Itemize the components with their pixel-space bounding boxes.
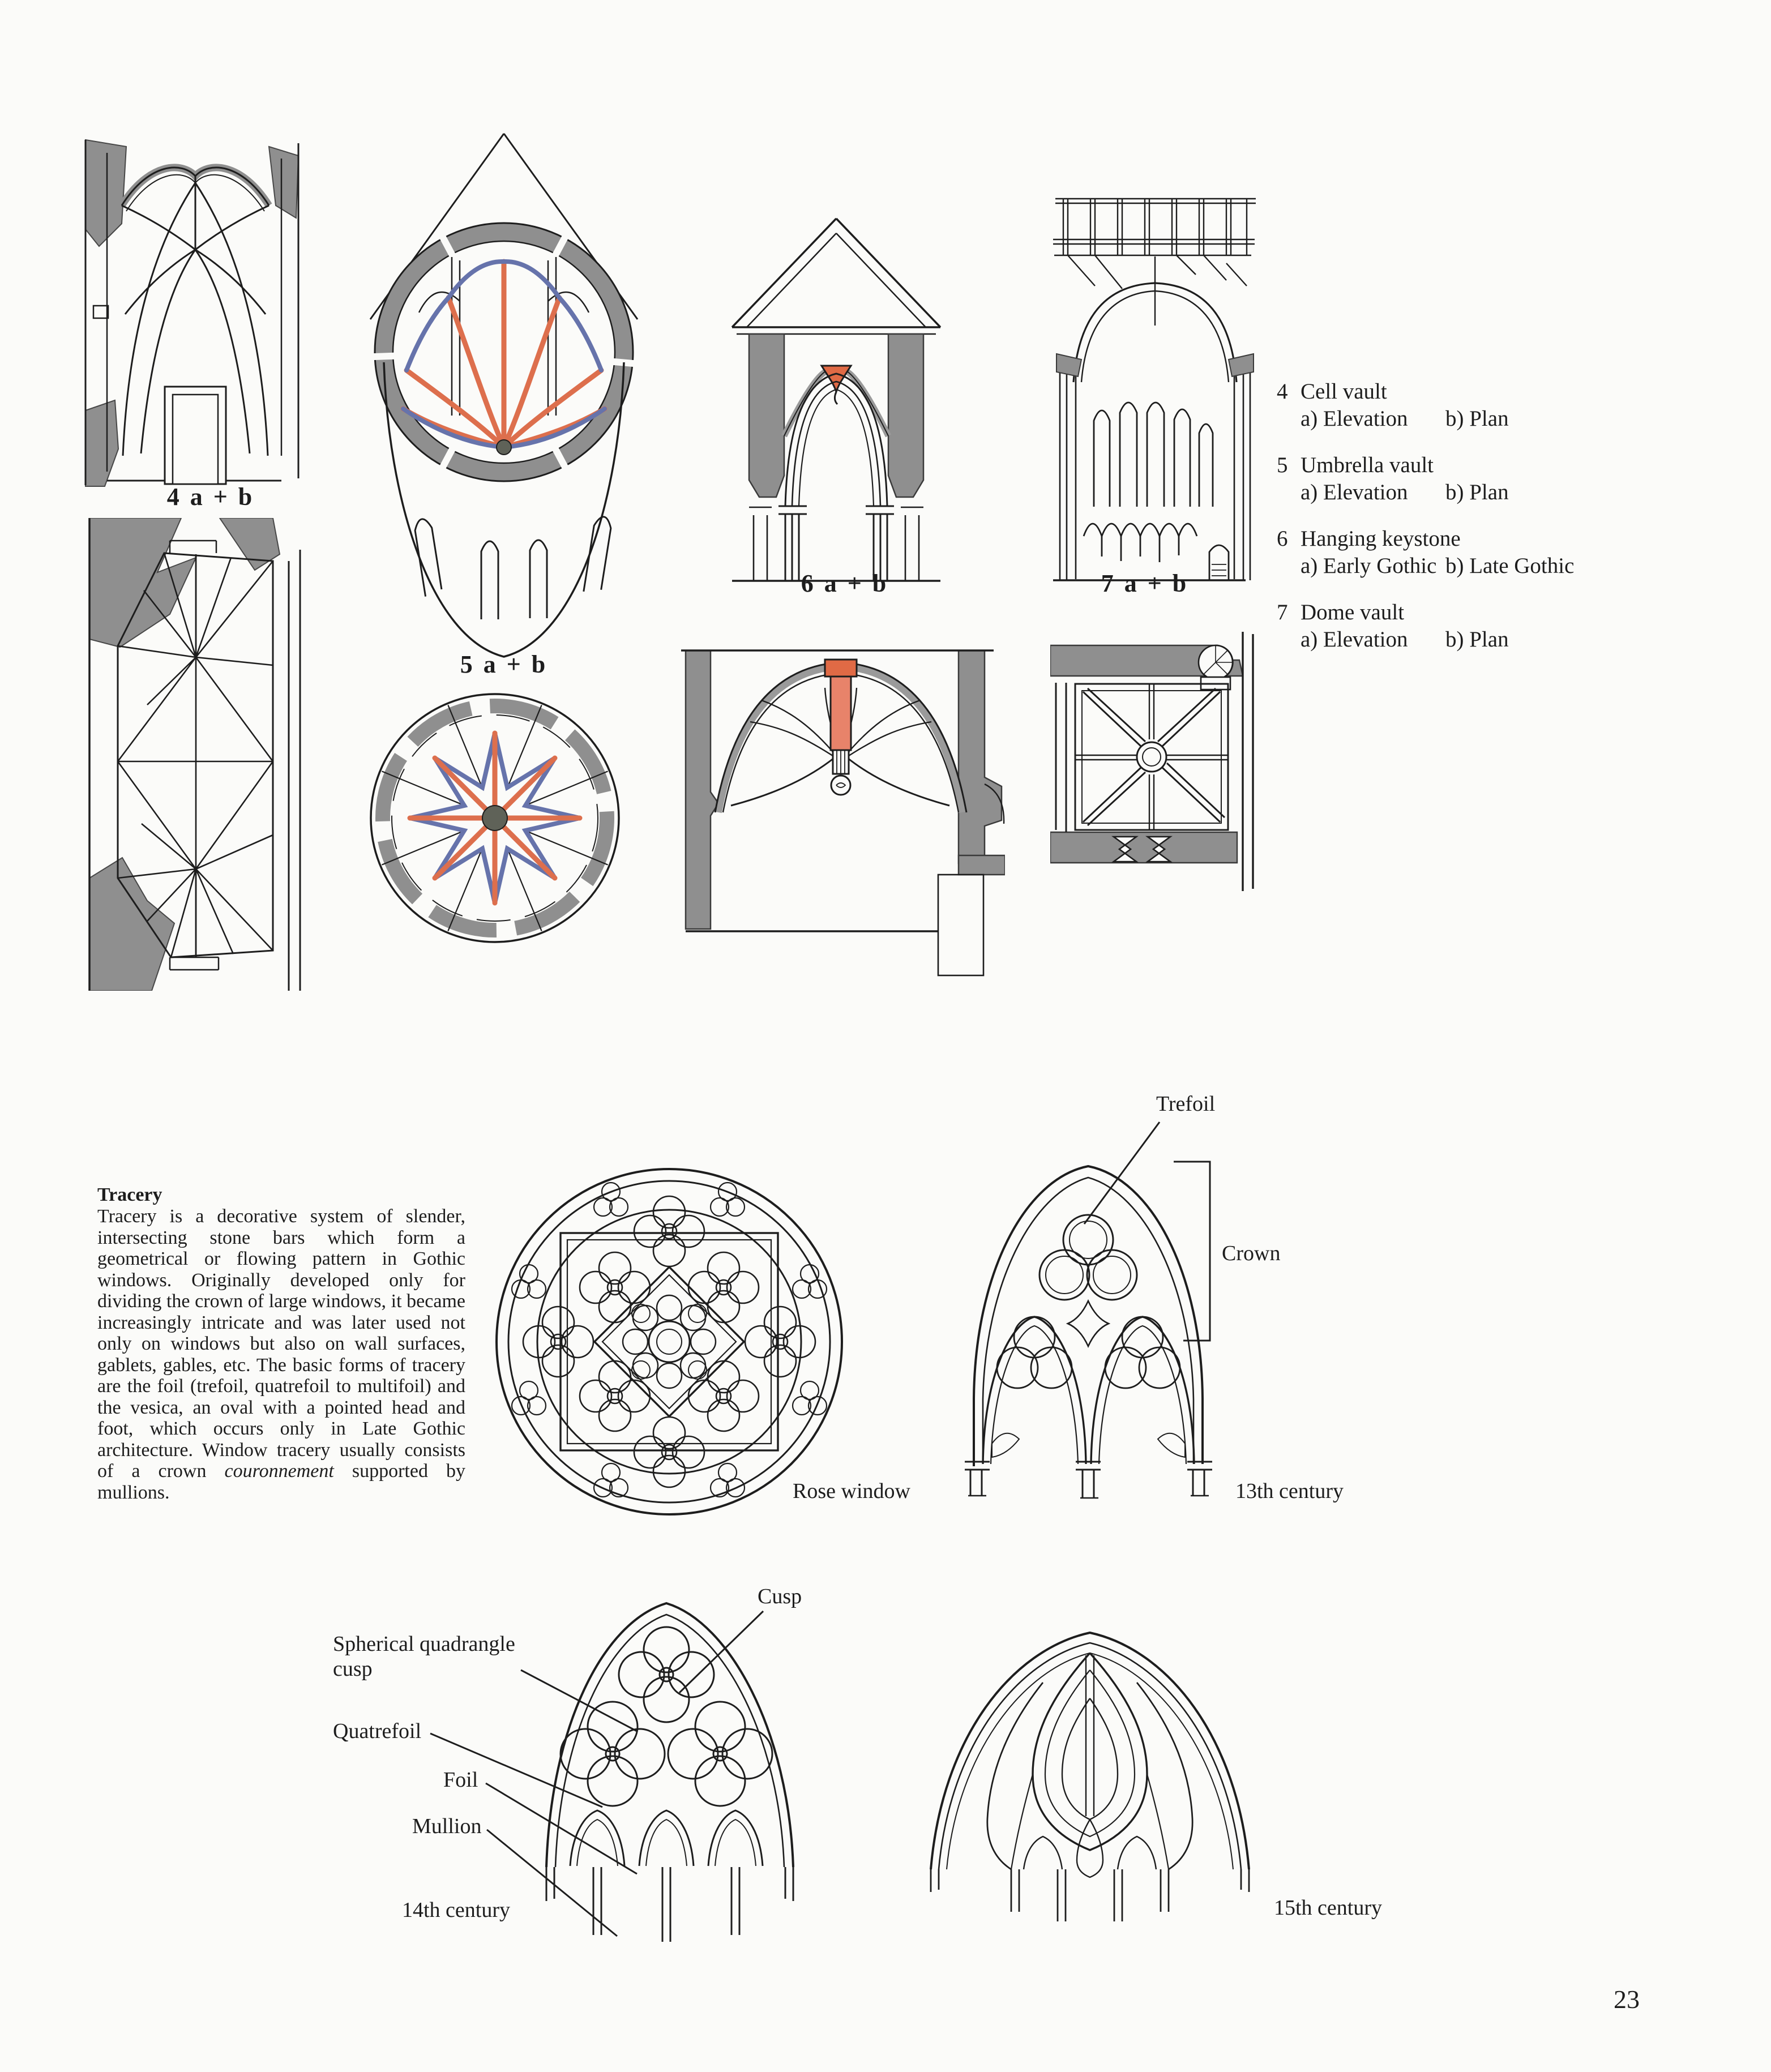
legend-sub-b: b) Plan — [1445, 406, 1509, 431]
trefoil-leader-line — [1084, 1122, 1160, 1224]
legend-item-umbrella-vault — [1277, 452, 1662, 506]
caption-dome-vault: 7 a + b — [1101, 570, 1189, 597]
legend-number: 7 — [1277, 600, 1288, 624]
label-rose-window: Rose window — [793, 1479, 910, 1503]
label-trefoil: Trefoil — [1156, 1092, 1216, 1116]
legend-number: 4 — [1277, 379, 1288, 404]
label-15th-century: 15th century — [1274, 1896, 1383, 1920]
cusp-leader-line — [679, 1611, 763, 1693]
crown-bracket — [1174, 1162, 1210, 1341]
label-crown: Crown — [1222, 1242, 1281, 1265]
legend-sub-b: b) Late Gothic — [1445, 554, 1575, 578]
legend-item-dome-vault — [1277, 599, 1662, 653]
article-body — [97, 1206, 465, 1503]
legend-title: Hanging keystone — [1301, 526, 1461, 551]
label-14th-century: 14th century — [402, 1898, 511, 1922]
legend-sub-a: a) Elevation — [1301, 406, 1408, 431]
caption-hanging-keystone: 6 a + b — [801, 570, 889, 597]
figure-legend — [1277, 378, 1662, 673]
caption-umbrella-vault: 5 a + b — [460, 650, 548, 678]
article-italic-word: couronnement — [224, 1461, 334, 1482]
label-cusp: Cusp — [758, 1585, 802, 1608]
label-mullion: Mullion — [412, 1814, 482, 1838]
label-foil: Foil — [443, 1768, 478, 1792]
legend-number: 6 — [1277, 526, 1288, 551]
label-spherical-quadrangle-cusp-line2: cusp — [333, 1657, 373, 1681]
label-13th-century: 13th century — [1235, 1479, 1344, 1503]
label-quatrefoil: Quatrefoil — [333, 1719, 422, 1743]
foil-leader-line — [486, 1783, 637, 1874]
legend-sub-b: b) Plan — [1445, 480, 1509, 504]
legend-title: Umbrella vault — [1301, 453, 1434, 477]
label-spherical-quadrangle-cusp — [333, 1632, 515, 1681]
legend-title: Dome vault — [1301, 600, 1405, 624]
legend-title: Cell vault — [1301, 379, 1387, 404]
legend-sub-a: a) Early Gothic — [1301, 554, 1437, 578]
page-number: 23 — [1614, 1985, 1640, 2014]
caption-cell-vault: 4 a + b — [166, 483, 255, 511]
article-heading: Tracery — [97, 1184, 162, 1205]
legend-sub-a: a) Elevation — [1301, 627, 1408, 652]
article-body-text: supported by mullions. — [97, 1461, 465, 1503]
legend-number: 5 — [1277, 453, 1288, 477]
article-body-text: Tracery is a decorative system of slender, intersecting stone bars which form a geometrical or flowing pattern in Gothic windows. Originally developed only for dividing the crown of large windows, it became increasingly intricate and was later used not only on windows but also on wall surfaces, gablets, gables, etc. The basic forms of tracery are the foil (trefoil, quatrefoil to multifoil) and the vesica, an oval with a pointed head and foot, which occurs only in Late Gothic architecture. Window tracery usually consists of a crown — [97, 1206, 465, 1482]
legend-item-hanging-keystone — [1277, 525, 1662, 580]
label-spherical-quadrangle-cusp-line1: Spherical quadrangle — [333, 1632, 515, 1656]
legend-sub-b: b) Plan — [1445, 627, 1509, 652]
tracery-article — [97, 1184, 465, 1503]
legend-sub-a: a) Elevation — [1301, 480, 1408, 504]
spherical-quadrangle-cusp-leader-line — [521, 1670, 637, 1731]
legend-item-cell-vault — [1277, 378, 1662, 433]
